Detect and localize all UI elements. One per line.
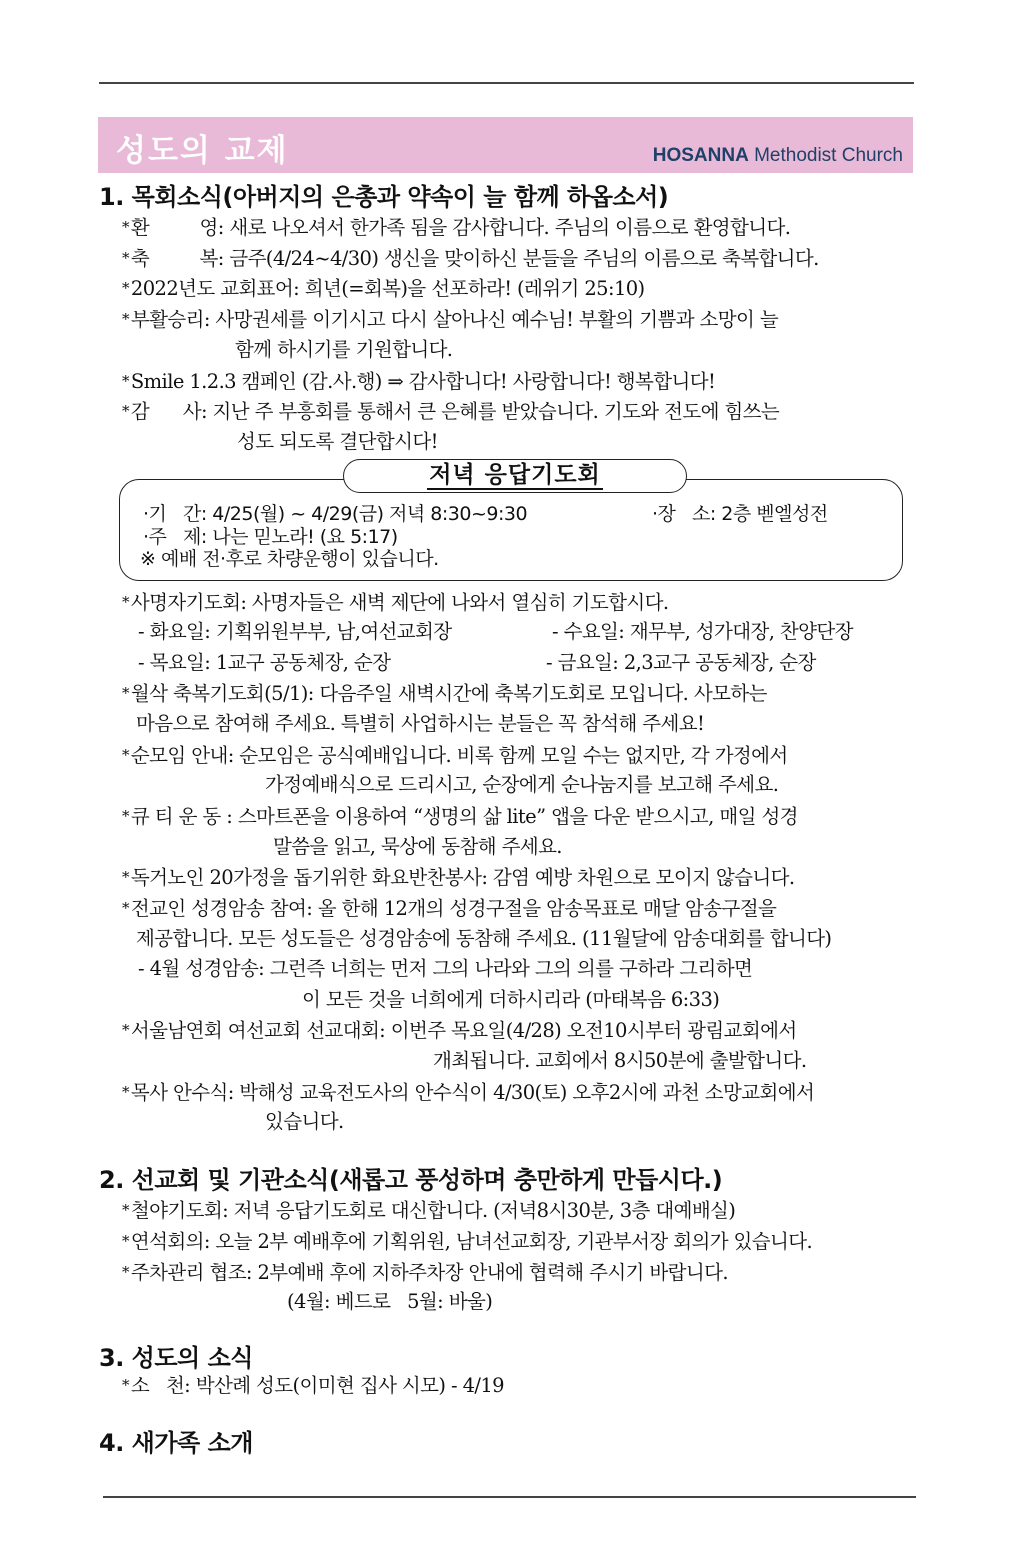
list-item [122,740,788,771]
list-item [122,587,668,618]
list-item-continuation: (4월: 베드로 5월: 바울) [287,1290,493,1313]
list-item [122,243,819,274]
bullet-icon: * [122,279,129,297]
list-item-continuation: 가정예배식으로 드리시고, 순장에게 순나눔지를 보고해 주세요. [265,773,779,796]
sub-item-continuation: 이 모든 것을 너희에게 더하시리라 (마태복음 6:33) [302,988,720,1011]
list-item-continuation: 말씀을 읽고, 묵상에 동참해 주세요. [273,835,562,858]
item-text: 2022년도 교회표어: 희년(=회복)을 선포하라! (레위기 25:10) [130,277,645,300]
list-item [122,1077,814,1108]
list-item [122,801,798,832]
item-text: 사명자기도회: 사명자들은 새벽 제단에 나와서 열심히 기도합시다. [130,591,669,614]
bullet-icon: * [122,807,129,825]
item-text: 주차관리 협조: 2부예배 후에 지하주차장 안내에 협력해 주시기 바랍니다. [130,1261,728,1284]
church-name [653,145,903,167]
list-item [122,273,645,304]
sub-item: - 화요일: 기획위원부부, 남,여선교회장 [138,620,452,643]
item-text: 연석회의: 오늘 2부 예배후에 기획위원, 남녀선교회장, 기관부서장 회의가 있습니다. [130,1230,813,1253]
bullet-icon: * [122,249,129,267]
item-text: 월삭 축복기도회(5/1): 다음주일 새벽시간에 축복기도회로 모입니다. 사모하는 [130,682,767,705]
prayer-meeting-title [343,459,687,493]
bullet-icon: * [122,1376,129,1394]
list-item-continuation: 성도 되도록 결단합시다! [237,430,438,453]
list-item [122,1226,812,1257]
list-item [122,304,778,335]
item-text: Smile 1.2.3 캠페인 (감.사.행) ⇒ 감사합니다! 사랑합니다! 행복합니다! [130,370,716,393]
list-item-continuation: 개최됩니다. 교회에서 8시50분에 출발합니다. [433,1049,807,1072]
item-text: 큐 티 운 동 : 스마트폰을 이용하여 “생명의 삶 lite” 앱을 다운 받으시고, 매일 성경 [130,805,798,828]
item-text: 철야기도회: 저녁 응답기도회로 대신합니다. (저녁8시30분, 3층 대예배실) [130,1199,736,1222]
bullet-icon: * [122,1021,129,1039]
prayer-period: ·기 간: 4/25(월) ~ 4/29(금) 저녁 8:30~9:30 [143,503,528,525]
bullet-icon: * [122,1083,129,1101]
bullet-icon: * [122,1263,129,1281]
list-item [122,1015,797,1046]
list-item [122,396,779,427]
bullet-icon: * [122,1201,129,1219]
item-text: 소 천: 박산례 성도(이미현 집사 시모) - 4/19 [130,1374,504,1397]
section-heading-3: 3. 성도의 소식 [99,1344,253,1372]
item-text: 목사 안수식: 박해성 교육전도사의 안수식이 4/30(토) 오후2시에 과천 소망교회에서 [130,1081,815,1104]
bullet-icon: * [122,372,129,390]
bullet-icon: * [122,899,129,917]
item-text: 전교인 성경암송 참여: 올 한해 12개의 성경구절을 암송목표로 매달 암송구절을 [130,897,777,920]
item-text: 서울남연회 여선교회 선교대회: 이번주 목요일(4/28) 오전10시부터 광림교회에서 [130,1019,797,1042]
list-item [122,1370,504,1401]
top-rule [99,82,914,84]
bullet-icon: * [122,684,129,702]
list-item-continuation: 마음으로 참여해 주세요. 특별히 사업하시는 분들은 꼭 참석해 주세요! [136,712,705,735]
bullet-icon: * [122,310,129,328]
bullet-icon: * [122,746,129,764]
bullet-icon: * [122,402,129,420]
section-banner [98,117,913,173]
prayer-note: ※ 예배 전·후로 차량운행이 있습니다. [140,548,439,570]
bullet-icon: * [122,868,129,886]
prayer-meeting-title-text: 저녁 응답기도회 [429,462,601,488]
list-item [122,862,794,893]
list-item [122,1257,728,1288]
list-item [122,1195,735,1226]
item-text: 순모임 안내: 순모임은 공식예배입니다. 비록 함께 모일 수는 없지만, 각 가정에서 [130,744,788,767]
prayer-theme: ·주 제: 나는 믿노라! (요 5:17) [143,526,398,548]
sub-item: - 목요일: 1교구 공동체장, 순장 [138,651,391,674]
list-item [122,678,767,709]
item-text: 독거노인 20가정을 돕기위한 화요반찬봉사: 감염 예방 차원으로 모이지 않습니다. [130,866,795,889]
banner-title: 성도의 교제 [116,133,289,169]
item-text: 축 복: 금주(4/24~4/30) 생신을 맞이하신 분들을 주님의 이름으로 축복합니다. [130,247,819,270]
item-text: 환 영: 새로 나오셔서 한가족 됨을 감사합니다. 주님의 이름으로 환영합니다. [130,216,791,239]
sub-item: - 4월 성경암송: 그런즉 너희는 먼저 그의 나라와 그의 의를 구하라 그리하면 [138,957,753,980]
list-item [122,366,715,397]
sub-item: - 금요일: 2,3교구 공동체장, 순장 [546,651,816,674]
prayer-place: ·장 소: 2층 벧엘성전 [652,503,828,525]
bullet-icon: * [122,1232,129,1250]
church-name-rest: Methodist Church [748,145,903,166]
bottom-rule [103,1496,916,1498]
list-item-continuation: 제공합니다. 모든 성도들은 성경암송에 동참해 주세요. (11월달에 암송대회를 합니다) [136,927,832,950]
list-item [122,212,790,243]
section-heading-4: 4. 새가족 소개 [99,1429,253,1457]
item-text: 감 사: 지난 주 부흥회를 통해서 큰 은혜를 받았습니다. 기도와 전도에 힘쓰는 [130,400,780,423]
section-heading-2: 2. 선교회 및 기관소식(새롭고 풍성하며 충만하게 만듭시다.) [99,1166,723,1194]
bullet-icon: * [122,218,129,236]
church-name-bold: HOSANNA [652,145,749,166]
sub-item: - 수요일: 재무부, 성가대장, 찬양단장 [552,620,853,643]
list-item-continuation: 함께 하시기를 기원합니다. [235,338,453,361]
list-item [122,893,776,924]
section-heading-1: 1. 목회소식(아버지의 은총과 약속이 늘 함께 하옵소서) [99,183,669,211]
bullet-icon: * [122,593,129,611]
item-text: 부활승리: 사망권세를 이기시고 다시 살아나신 예수님! 부활의 기쁨과 소망이 늘 [130,308,779,331]
list-item-continuation: 있습니다. [265,1110,344,1133]
